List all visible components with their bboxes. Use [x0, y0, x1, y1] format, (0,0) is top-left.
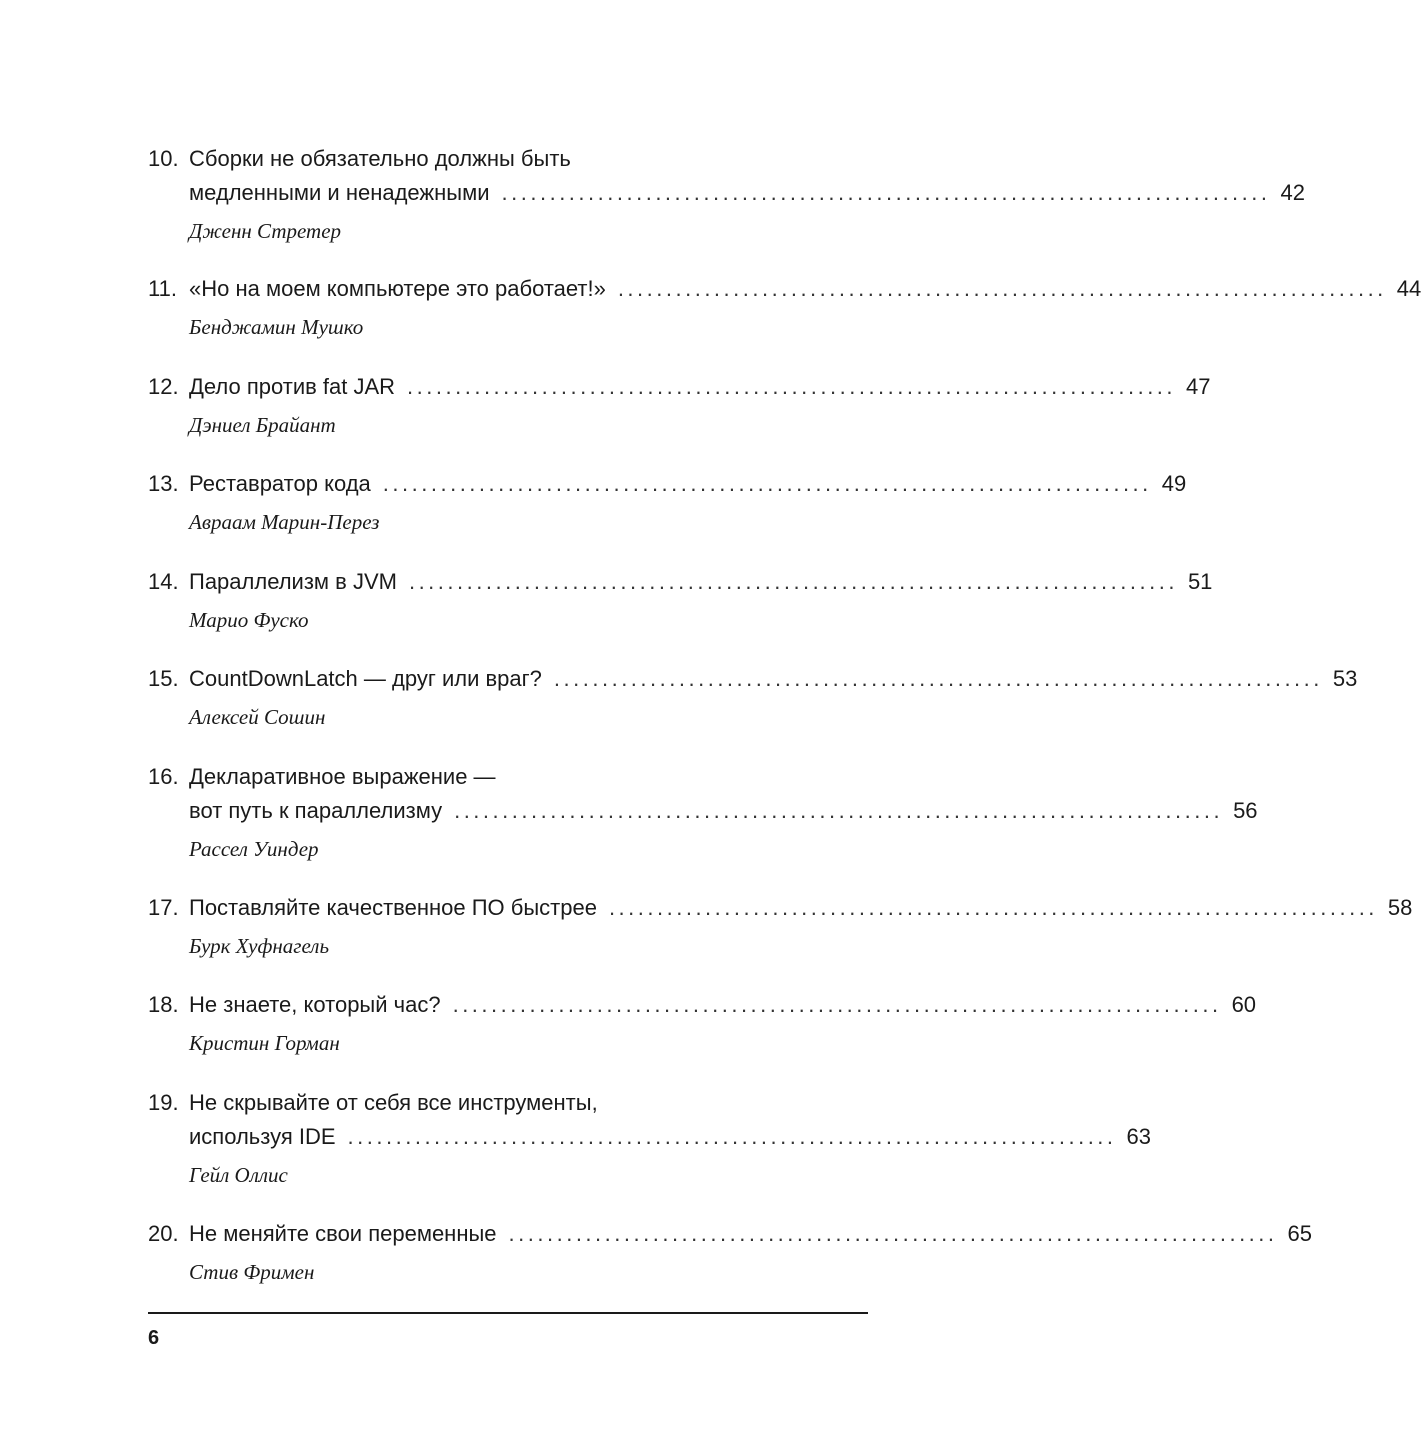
dot-leader: ................................................................................ [508, 1221, 1278, 1246]
dot-leader: ................................................................................ [501, 180, 1271, 205]
toc-entry-line [148, 662, 1358, 696]
toc-entry-title: Параллелизм в JVM [189, 569, 397, 594]
toc-entry-line [148, 794, 1258, 828]
toc-entry-author: Алексей Сошин [189, 705, 326, 729]
toc-entry-number: 12. [148, 374, 179, 399]
toc-entry [148, 565, 1213, 635]
toc-entry-number: 18. [148, 992, 179, 1017]
toc-entry-author: Кристин Горман [189, 1031, 340, 1055]
dot-leader: ................................................................................ [608, 895, 1378, 920]
toc-entry-line [148, 1120, 1152, 1154]
toc-entry [148, 988, 1257, 1058]
toc-entry-author: Бенджамин Мушко [189, 315, 364, 339]
toc-entry [148, 272, 1421, 342]
toc-entry-line [148, 142, 868, 176]
dot-leader: ................................................................................ [408, 569, 1178, 594]
toc-entry-title: Не скрывайте от себя все инструменты, [189, 1090, 598, 1115]
toc-entry-page: 51 [1187, 569, 1213, 594]
toc-entry-line [148, 891, 1413, 925]
dot-leader: ................................................................................ [617, 276, 1387, 301]
toc-entry-author: Бурк Хуфнагель [189, 934, 330, 958]
toc-entry-title: Дело против fat JAR [189, 374, 396, 399]
toc-entry-author: Дэниел Брайант [189, 413, 336, 437]
toc-entry-title: «Но на моем компьютере это работает!» [189, 276, 606, 301]
toc-entry-page: 58 [1387, 895, 1413, 920]
toc-entry-author: Авраам Марин-Перез [189, 510, 380, 534]
toc-entry-page: 49 [1161, 471, 1187, 496]
toc-entry [148, 142, 1305, 246]
toc-entry-title: Декларативное выражение — [189, 764, 496, 789]
toc-entry-author: Марио Фуско [189, 608, 309, 632]
toc-entry-title: вот путь к параллелизму [189, 798, 443, 823]
toc-entry-author: Рассел Уиндер [189, 837, 319, 861]
toc-entry-number: 20. [148, 1221, 179, 1246]
toc-entry-page: 56 [1233, 798, 1258, 823]
toc-entry-line [148, 467, 1187, 501]
page-number: 6 [148, 1327, 160, 1349]
toc-entry [148, 662, 1358, 732]
toc-entry-number: 16. [148, 764, 179, 789]
toc-entry-line [148, 370, 1211, 404]
toc-entry-number: 11. [148, 276, 177, 301]
toc-entry-page: 63 [1126, 1124, 1152, 1149]
toc-entry [148, 1086, 1152, 1190]
toc-entry-line [148, 760, 868, 794]
toc-entry-title: Не знаете, который час? [189, 992, 441, 1017]
toc-entry [148, 467, 1187, 537]
dot-leader: ................................................................................ [452, 992, 1222, 1017]
toc-entry [148, 891, 1413, 961]
toc-entry-line [148, 176, 1305, 210]
toc-entry-author: Гейл Оллис [189, 1163, 288, 1187]
toc-entry-page: 42 [1280, 180, 1305, 205]
toc-entry-page: 44 [1396, 276, 1421, 301]
toc-entry-title: CountDownLatch — друг или враг? [189, 666, 542, 691]
footer-rule [148, 1312, 868, 1314]
toc-entry-page: 65 [1287, 1221, 1312, 1246]
toc-entry-title: используя IDE [189, 1124, 336, 1149]
toc-entry-page: 47 [1186, 374, 1211, 399]
dot-leader: ................................................................................ [454, 798, 1224, 823]
toc-entry-title: Не меняйте свои переменные [189, 1221, 497, 1246]
toc-entry-line [148, 988, 1257, 1022]
toc-entry-author: Стив Фримен [189, 1260, 315, 1284]
toc-entry-title: медленными и ненадежными [189, 180, 490, 205]
toc-entry-line [148, 1217, 1312, 1251]
toc-entry-title: Сборки не обязательно должны быть [189, 146, 571, 171]
toc-entry-author: Дженн Стретер [189, 219, 342, 243]
dot-leader: ................................................................................ [347, 1124, 1117, 1149]
dot-leader: ................................................................................ [407, 374, 1177, 399]
toc-entry-line [148, 565, 1213, 599]
toc-entry-number: 17. [148, 895, 179, 920]
dot-leader: ................................................................................ [382, 471, 1152, 496]
toc-entry-number: 15. [148, 666, 179, 691]
toc-entry-line [148, 272, 1421, 306]
toc-entry-page: 53 [1332, 666, 1358, 691]
toc-entry [148, 760, 1258, 864]
toc-entry [148, 370, 1211, 440]
toc-entry-title: Реставратор кода [189, 471, 371, 496]
toc-entry-number: 14. [148, 569, 179, 594]
toc-entry-title: Поставляйте качественное ПО быстрее [189, 895, 597, 920]
toc-entry [148, 1217, 1312, 1287]
toc-entry-line [148, 1086, 868, 1120]
dot-leader: ................................................................................ [553, 666, 1323, 691]
toc-entry-number: 19. [148, 1090, 179, 1115]
toc-entry-number: 13. [148, 471, 179, 496]
toc-entry-number: 10. [148, 146, 179, 171]
toc-entry-page: 60 [1231, 992, 1257, 1017]
